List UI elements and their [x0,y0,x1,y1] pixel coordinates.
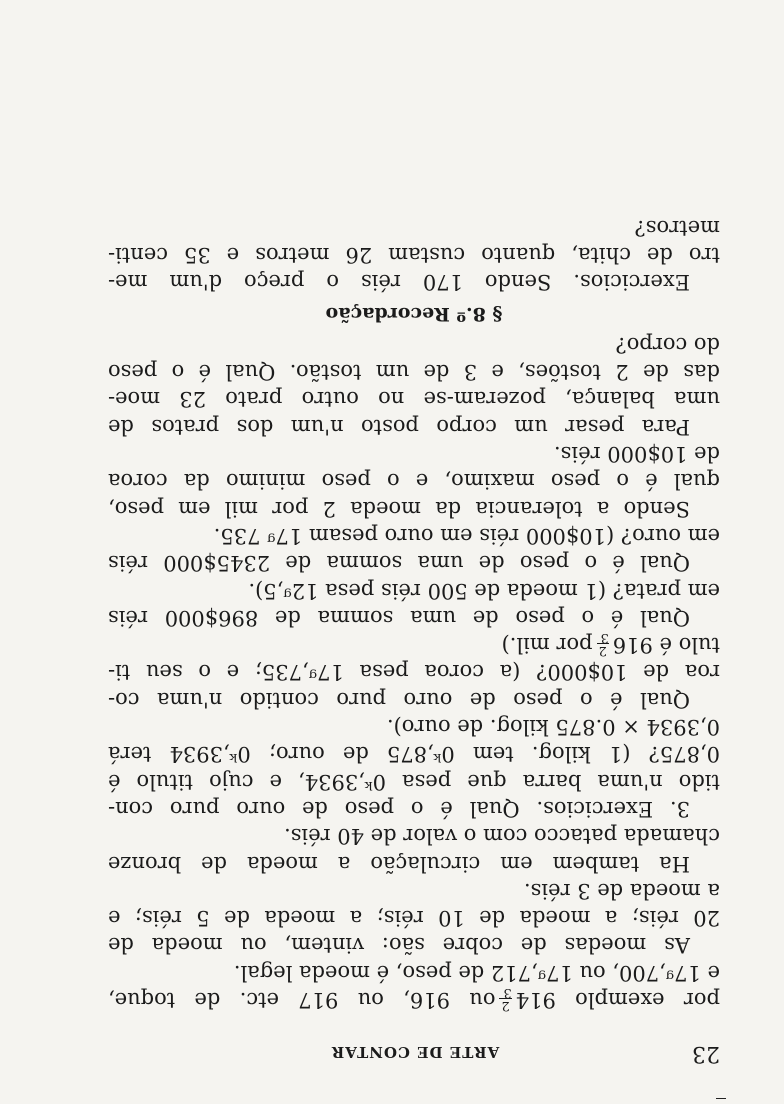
text-line: tido n'uma barra que pesa 0ᵏ,3934, e cujo titulo é [108,769,720,794]
text-line: 3. Exercicios. Qual é o peso de ouro puro con- [108,796,690,821]
text-line: das de 2 tostões, e 3 de um tostão. Qual é o peso [108,360,720,385]
fraction-denominator: 3 [600,630,609,646]
fraction-numerator: 2 [598,643,607,659]
text-line: 20 réis; a moeda de 10 réis; a moeda de 5 réis; e [108,906,720,931]
text-line: Ha tambem em circulação a moeda de bronze [108,851,690,876]
text-line: Qual é o peso de uma somma de 896$000 réis [108,605,690,630]
text-line [108,986,720,1013]
text-line: em ouro? (10$000 réis em ouro pesam 17ᵍ 735. [213,523,720,548]
text-line: Exercicios. Sendo 170 réis o preço d'um me- [108,270,690,295]
fraction-denominator: 3 [503,985,512,1000]
text-line: 0,875? (1 kilog. tem 0ᵏ,875 de ouro; 0ᵏ,3934 terá [108,742,720,767]
text-line: Qual é o peso de uma somma de 2345$000 réis [108,551,690,576]
text-line: Para pesar um corpo posto n'um dos pratos de [108,414,690,439]
text-line: do corpo? [615,332,720,357]
fraction-numerator: 2 [501,998,510,1013]
text-line: uma balança, pozeram-se no outro prato 23 moe- [108,387,720,412]
text-line: e 17ᵍ,700, ou 17ᵍ,712 de peso, é moeda legal. [233,960,720,985]
text-line-part: ou 916, ou 917 etc. de toque, [108,988,496,1012]
text-line: As moedas de cobre são: vintem, ou moeda de [108,933,690,958]
text-line [108,631,720,658]
text-line: metros? [634,215,720,240]
section-heading: § 8.º Recordação [325,302,503,325]
text-line-part: tulo é 916 [612,633,720,658]
text-line-part: por mil.) [501,633,593,658]
text-line: chamada patacco com o valor de 40 réis. [284,824,720,849]
text-line: a moeda de 3 réis. [523,878,720,903]
fraction [499,986,511,1011]
running-title: ARTE DE CONTAR [330,1043,500,1061]
text-line: qual é o peso maximo, e o peso minimo da coroa [108,469,720,494]
text-line-part: por exemplo 914 [515,988,720,1012]
text-line: em prata? (1 moeda de 500 réis pesa 12ᵍ,5). [248,578,720,603]
text-line: Sendo a tolerancia da moeda 2 por mil em peso, [108,496,690,521]
text-line: Qual é o peso de ouro puro contido n'uma co- [108,687,690,712]
page-header [108,1041,720,1066]
text-line: de 10$000 réis. [553,442,720,467]
scan-mark [716,1098,726,1099]
page-body [108,213,720,1066]
text-line: tro de chita, quanto custam 26 metros e 35 centi- [108,242,720,267]
text-line: 0,3934 × 0.875 kilog. de ouro). [386,715,720,740]
page-number: 23 [692,1041,720,1066]
fraction [597,630,609,659]
text-line: roa de 10$000? (a coroa pesa 17ᵍ,735; e o seu ti- [108,660,720,685]
text-block [108,213,720,1013]
